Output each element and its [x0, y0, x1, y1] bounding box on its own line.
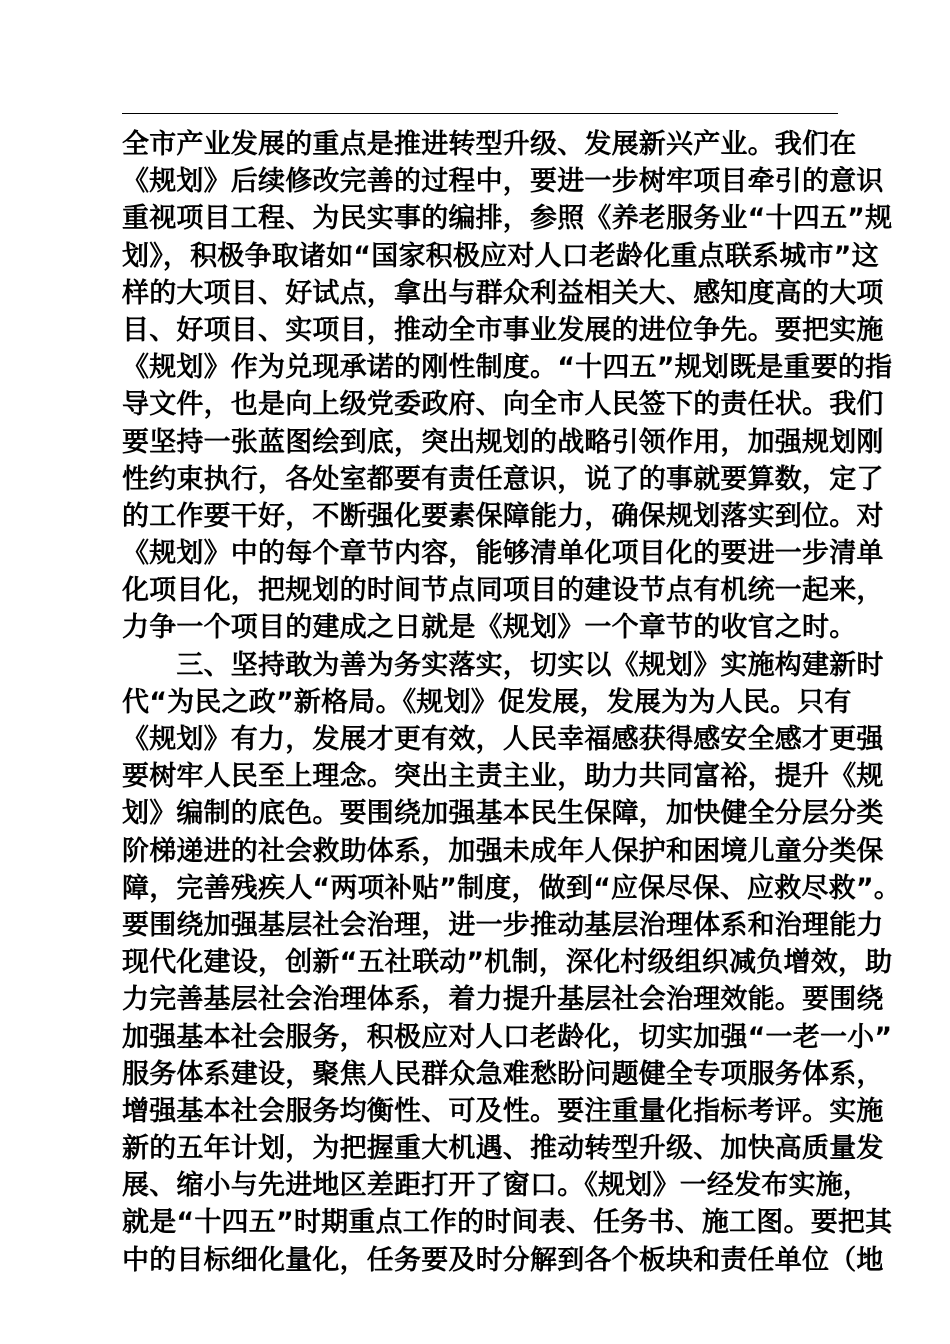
document-body [122, 126, 901, 1279]
text-line: 《规划》后续修改完善的过程中，要进一步树牢项目牵引的意识 [122, 166, 884, 198]
text-line: 全市产业发展的重点是推进转型升级、发展新兴产业。我们在 [122, 129, 857, 160]
text-line: 障，完善残疾人“两项补贴”制度，做到“应保尽保、应救尽救”。 [122, 872, 901, 904]
text-line: 的工作要干好，不断强化要素保障能力，确保规划落实到位。对 [122, 500, 884, 532]
text-line: 要树牢人民至上理念。突出主责主业，助力共同富裕，提升《规 [122, 761, 884, 793]
text-line: 加强基本社会服务，积极应对人口老龄化，切实加强“一老一小” [122, 1021, 893, 1053]
text-line: 目、好项目、实项目，推动全市事业发展的进位争先。要把实施 [122, 314, 884, 346]
header-rule [122, 113, 838, 114]
text-line: 服务体系建设，聚焦人民群众急难愁盼问题健全专项服务体系， [122, 1058, 884, 1090]
text-line: 样的大项目、好试点，拿出与群众利益相关大、感知度高的大项 [122, 277, 884, 309]
text-line: 展、缩小与先进地区差距打开了窗口。《规划》一经发布实施， [122, 1170, 871, 1202]
text-line: 重视项目工程、为民实事的编排，参照《养老服务业“十四五”规 [122, 203, 893, 235]
text-line: 导文件，也是向上级党委政府、向全市人民签下的责任状。我们 [122, 389, 884, 421]
text-line: 就是“十四五”时期重点工作的时间表、任务书、施工图。要把其 [122, 1207, 893, 1239]
text-line: 《规划》有力，发展才更有效，人民幸福感获得感安全感才更强 [122, 724, 884, 755]
text-line: 力完善基层社会治理体系，着力提升基层社会治理效能。要围绕 [122, 984, 884, 1016]
text-line: 《规划》作为兑现承诺的刚性制度。“十四五”规划既是重要的指 [122, 352, 893, 384]
text-line: 阶梯递进的社会救助体系，加强未成年人保护和困境儿童分类保 [122, 835, 884, 867]
text-line: 代“为民之政”新格局。《规划》促发展，发展为为人民。只有 [122, 686, 852, 718]
section-heading-line: 三、坚持敢为善为务实落实，切实以《规划》实施构建新时 [122, 649, 884, 681]
text-line: 要围绕加强基层社会治理，进一步推动基层治理体系和治理能力 [122, 909, 884, 941]
text-line: 化项目化，把规划的时间节点同项目的建设节点有机统一起来， [122, 575, 884, 607]
text-line: 中的目标细化量化，任务要及时分解到各个板块和责任单位（地 [122, 1244, 884, 1276]
text-line: 增强基本社会服务均衡性、可及性。要注重量化指标考评。实施 [122, 1095, 884, 1127]
text-line: 划》编制的底色。要围绕加强基本民生保障，加快健全分层分类 [122, 798, 884, 830]
text-line: 现代化建设，创新“五社联动”机制，深化村级组织减负增效，助 [122, 947, 893, 979]
text-line: 要坚持一张蓝图绘到底，突出规划的战略引领作用，加强规划刚 [122, 426, 884, 458]
text-line: 新的五年计划，为把握重大机遇、推动转型升级、加快高质量发 [122, 1133, 884, 1165]
text-line: 《规划》中的每个章节内容，能够清单化项目化的要进一步清单 [122, 538, 884, 570]
text-line: 划》，积极争取诸如“国家积极应对人口老龄化重点联系城市”这 [122, 240, 879, 272]
text-line: 力争一个项目的建成之日就是《规划》一个章节的收官之时。 [122, 612, 857, 644]
text-line: 性约束执行，各处室都要有责任意识，说了的事就要算数，定了 [122, 463, 884, 495]
